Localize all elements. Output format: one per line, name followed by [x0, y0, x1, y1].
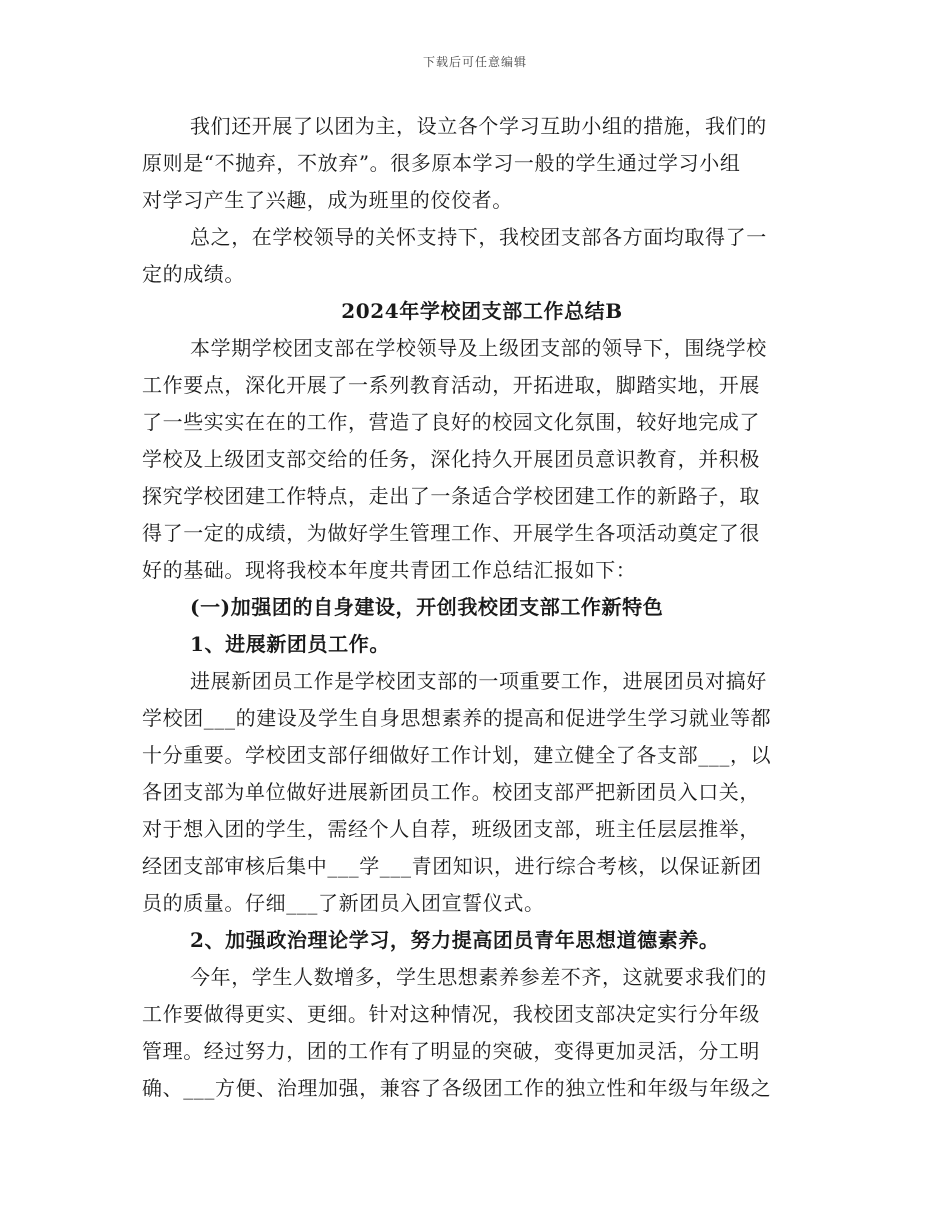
- section-title: 2024年学校团支部工作总结B: [341, 299, 623, 323]
- paragraph-line: 管理。经过努力，团的工作有了明显的突破，变得更加灵活，分工明: [142, 1039, 760, 1063]
- subsection-heading: (一)加强团的自身建设，开创我校团支部工作新特色: [190, 595, 664, 619]
- paragraph-line: 经团支部审核后集中___学___青团知识，进行综合考核，以保证新团: [142, 854, 762, 878]
- paragraph-line: 得了一定的成绩，为做好学生管理工作、开展学生各项活动奠定了很: [142, 521, 760, 545]
- subsection-heading: 1、进展新团员工作。: [190, 632, 390, 656]
- paragraph-line: 定的成绩。: [142, 262, 245, 286]
- paragraph-line: 好的基础。现将我校本年度共青团工作总结汇报如下：: [142, 558, 637, 582]
- paragraph-line: 各团支部为单位做好进展新团员工作。校团支部严把新团员入口关，: [142, 780, 760, 804]
- paragraph-line: 探究学校团建工作特点，走出了一条适合学校团建工作的新路子，取: [142, 484, 760, 508]
- paragraph-line: 确、___方便、治理加强，兼容了各级团工作的独立性和年级与年级之: [142, 1076, 772, 1100]
- paragraph-line: 原则是“不抛弃，不放弃”。很多原本学习一般的学生通过学习小组: [142, 151, 741, 175]
- paragraph-line: 员的质量。仔细___了新团员入团宣誓仪式。: [142, 891, 545, 915]
- header-note: 下载后可任意编辑: [422, 55, 527, 69]
- paragraph-line: 我们还开展了以团为主，设立各个学习互助小组的措施，我们的: [190, 114, 767, 138]
- paragraph-line: 总之，在学校领导的关怀支持下，我校团支部各方面均取得了一: [190, 225, 767, 249]
- paragraph-line: 本学期学校团支部在学校领导及上级团支部的领导下，围绕学校: [190, 336, 767, 360]
- paragraph-line: 对学习产生了兴趣，成为班里的佼佼者。: [142, 188, 513, 212]
- paragraph-line: 十分重要。学校团支部仔细做好工作计划，建立健全了各支部___，以: [142, 743, 772, 767]
- subsection-heading: 2、加强政治理论学习，努力提高团员青年思想道德素养。: [190, 928, 720, 952]
- paragraph-line: 了一些实实在在的工作，营造了良好的校园文化氛围，较好地完成了: [142, 410, 760, 434]
- document-body: [142, 108, 822, 1107]
- paragraph-line: 今年，学生人数增多，学生思想素养参差不齐，这就要求我们的: [190, 965, 767, 989]
- paragraph-line: 对于想入团的学生，需经个人自荐，班级团支部，班主任层层推举，: [142, 817, 760, 841]
- paragraph-line: 学校及上级团支部交给的任务，深化持久开展团员意识教育，并积极: [142, 447, 760, 471]
- paragraph-line: 工作要做得更实、更细。针对这种情况，我校团支部决定实行分年级: [142, 1002, 760, 1026]
- paragraph-line: 进展新团员工作是学校团支部的一项重要工作，进展团员对搞好: [190, 669, 767, 693]
- paragraph-line: 学校团___的建设及学生自身思想素养的提高和促进学生学习就业等都: [142, 706, 772, 730]
- paragraph-line: 工作要点，深化开展了一系列教育活动，开拓进取，脚踏实地，开展: [142, 373, 760, 397]
